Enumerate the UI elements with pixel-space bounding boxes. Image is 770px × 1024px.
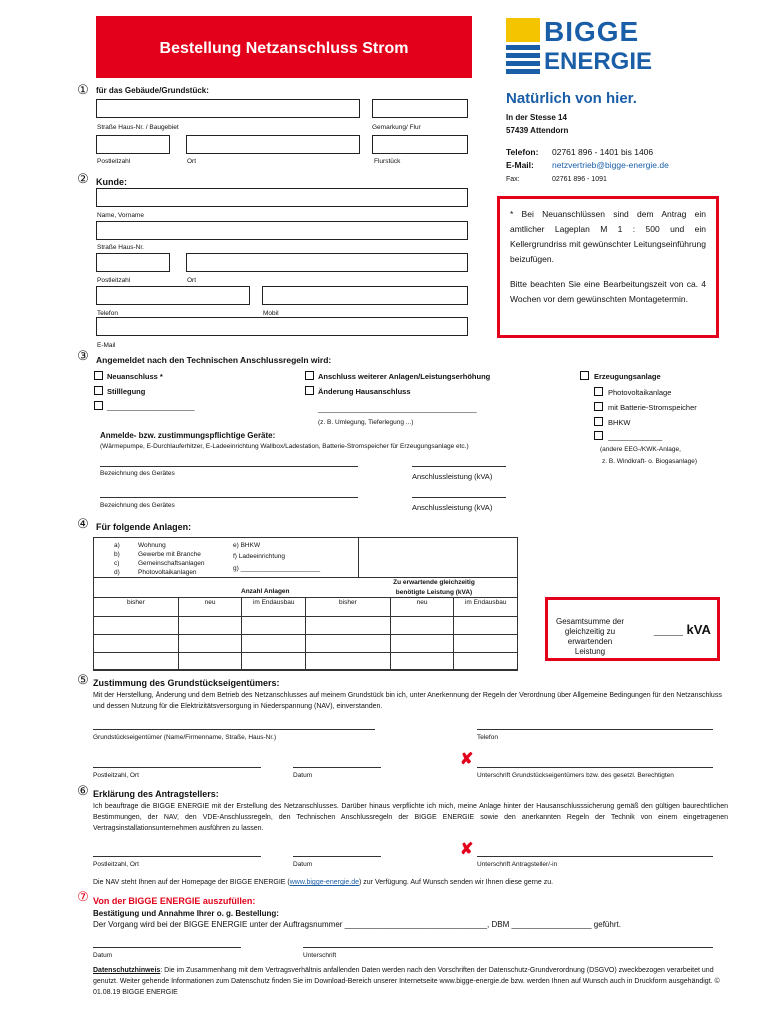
anmelde-note: (Wärmepumpe, E-Durchlauferhitzer, E-Ladeeinrichtung Wallbox/Ladestation, Batterie-Stromspeicher für Erzeugungsanlage etc.) xyxy=(100,443,469,450)
weitere-anlagen-label: Anschluss weiterer Anlagen/Leistungserhöhung xyxy=(318,372,491,381)
owner-date-line[interactable] xyxy=(293,767,381,768)
value-cell[interactable] xyxy=(178,635,242,653)
applicant-date-label: Datum xyxy=(293,861,313,868)
col-header: bisher xyxy=(305,598,390,617)
applicant-plz-label: Postleitzahl, Ort xyxy=(93,861,139,868)
customer-email-field[interactable] xyxy=(96,317,468,336)
notice-p1: * Bei Neuanschlüssen sind dem Antrag ein amtlicher Lageplan M 1 : 500 und ein Kellergrundriss mit gewünschter Leitungseinführung beizufügen. xyxy=(510,209,706,264)
section-7-number: ⑦ xyxy=(77,889,89,904)
anmelde-title: Anmelde- bzw. zustimmungspflichtige Geräte: xyxy=(100,431,276,440)
bhkw-label: BHKW xyxy=(608,418,631,427)
section-5-number: ⑤ xyxy=(77,672,89,687)
brand-line1: BIGGE xyxy=(544,16,640,47)
erzeugungsanlage-label: Erzeugungsanlage xyxy=(594,372,661,381)
value-cell[interactable] xyxy=(178,617,242,635)
value-cell[interactable] xyxy=(94,617,179,635)
value-cell[interactable] xyxy=(305,635,390,653)
value-cell[interactable] xyxy=(242,635,306,653)
aenderung-note: (z. B. Umlegung, Tieferlegung ...) xyxy=(318,419,414,426)
bigge-sign-line[interactable] xyxy=(303,947,713,948)
bhkw-checkbox[interactable] xyxy=(594,417,603,426)
anlagen-types-cell-2 xyxy=(359,538,517,578)
fax-value: 02761 896 - 1091 xyxy=(552,176,607,183)
bigge-date-line[interactable] xyxy=(93,947,241,948)
phone-label: Telefon: xyxy=(506,147,539,157)
nav-note-b: ) zur Verfügung. Auf Wunsch senden wir Ihnen diese gerne zu. xyxy=(359,879,554,886)
building-plz-field[interactable] xyxy=(96,135,170,154)
building-ort-field[interactable] xyxy=(186,135,360,154)
title-banner xyxy=(96,16,472,78)
type-g: g) ______________________ xyxy=(233,565,321,572)
flurstueck-field[interactable] xyxy=(372,135,468,154)
type-a: a) xyxy=(114,542,120,549)
nav-note-a: Die NAV steht Ihnen auf der Homepage der BIGGE ENERGIE ( xyxy=(93,879,290,886)
type-b-label: Gewerbe mit Branche xyxy=(138,551,201,558)
owner-date-label: Datum xyxy=(293,772,313,779)
customer-street-label: Straße Haus-Nr. xyxy=(97,244,144,251)
value-cell[interactable] xyxy=(454,617,518,635)
value-cell[interactable] xyxy=(390,653,454,671)
customer-telefon-field[interactable] xyxy=(96,286,250,305)
batterie-checkbox[interactable] xyxy=(594,402,603,411)
neuanschluss-checkbox[interactable] xyxy=(94,371,103,380)
customer-email-label: E-Mail xyxy=(97,342,116,349)
brand-line2: ENERGIE xyxy=(544,48,653,75)
owner-sign-label: Unterschrift Grundstückseigentümers bzw. des gesetzl. Berechtigten xyxy=(477,772,674,779)
gesamt-unit[interactable]: ____ kVA xyxy=(654,622,711,637)
nav-link[interactable]: www.bigge-energie.de xyxy=(289,879,360,886)
anzahl-header: Anzahl Anlagen xyxy=(241,588,290,595)
type-c: c) xyxy=(114,560,120,567)
customer-plz-label: Postleitzahl xyxy=(97,277,131,284)
pv-label: Photovoltaikanlage xyxy=(608,388,672,397)
section-5-title: Zustimmung des Grundstückseigentümers: xyxy=(93,678,280,688)
section-3-title: Angemeldet nach den Technischen Anschlussregeln wird: xyxy=(96,355,332,365)
section-1-number: ① xyxy=(77,82,89,97)
building-street-field[interactable] xyxy=(96,99,360,118)
customer-mobil-label: Mobil xyxy=(263,310,279,317)
bigge-date-label: Datum xyxy=(93,952,113,959)
owner-label: Grundstückseigentümer (Name/Firmenname, Straße, Haus-Nr.) xyxy=(93,734,277,741)
value-cell[interactable] xyxy=(178,653,242,671)
gemarkung-field[interactable] xyxy=(372,99,468,118)
phone-value: 02761 896 - 1401 bis 1406 xyxy=(552,147,654,157)
section-3-number: ③ xyxy=(77,348,89,363)
notice-p2: Bitte beachten Sie eine Bearbeitungszeit von ca. 4 Wochen vor dem gewünschten Montagetermin. xyxy=(510,279,706,304)
building-street-label: Straße Haus-Nr. / Baugebiet xyxy=(97,124,179,131)
geraet-2-line[interactable] xyxy=(100,497,358,498)
value-cell[interactable] xyxy=(94,653,179,671)
section-5-text: Mit der Herstellung, Änderung und dem Betrieb des Netzanschlusses auf meinem Grundstück bin ich, unter Anerkennung der Regeln der Verordnung über Allgemeine Bedingungen für den Netzanschluss und dessen Nutzung für die Elektrizitätsversorgung in Niederspannung (NAV), einverstanden. xyxy=(93,692,722,710)
value-cell[interactable] xyxy=(305,653,390,671)
neuanschluss-label: Neuanschluss * xyxy=(107,372,163,381)
section-2-title: Kunde: xyxy=(96,177,127,187)
gesamt-label: Gesamtsumme der gleichzeitig zu erwartenden Leistung xyxy=(555,617,625,656)
value-cell[interactable] xyxy=(305,617,390,635)
notice-box xyxy=(497,196,719,338)
type-a-label: Wohnung xyxy=(138,542,166,549)
stilllegung-checkbox[interactable] xyxy=(94,386,103,395)
customer-name-field[interactable] xyxy=(96,188,468,207)
pv-checkbox[interactable] xyxy=(594,387,603,396)
type-f: f) Ladeeinrichtung xyxy=(233,553,286,560)
erzeugungsanlage-checkbox[interactable] xyxy=(580,371,589,380)
building-plz-label: Postleitzahl xyxy=(97,158,131,165)
contact-city: 57439 Attendorn xyxy=(506,126,569,135)
leistung-2-line[interactable] xyxy=(412,497,506,498)
anlagen-values-grid xyxy=(93,597,518,671)
owner-tel-label: Telefon xyxy=(477,734,498,741)
email-label: E-Mail: xyxy=(506,160,534,170)
gemarkung-label: Gemarkung/ Flur xyxy=(372,124,421,131)
owner-plz-line[interactable] xyxy=(93,767,261,768)
applicant-sign-mark-icon: ✘ xyxy=(460,841,474,858)
applicant-plz-line[interactable] xyxy=(93,856,261,857)
datenschutz-note xyxy=(93,965,728,998)
col-header: bisher xyxy=(94,598,179,617)
page-title: Bestellung Netzanschluss Strom xyxy=(159,40,409,57)
customer-plz-field[interactable] xyxy=(96,253,170,272)
type-b: b) xyxy=(114,551,120,558)
owner-plz-label: Postleitzahl, Ort xyxy=(93,772,139,779)
section-6-title: Erklärung des Antragstellers: xyxy=(93,789,219,799)
leistung-1-line[interactable] xyxy=(412,466,506,467)
value-cell[interactable] xyxy=(454,635,518,653)
bigge-sign-label: Unterschrift xyxy=(303,952,337,959)
company-logo xyxy=(506,18,666,80)
leistung-1-label: Anschlussleistung (kVA) xyxy=(412,472,493,481)
stilllegung-label: Stilllegung xyxy=(107,387,146,396)
value-cell[interactable] xyxy=(94,635,179,653)
nav-note xyxy=(93,878,553,887)
value-cell[interactable] xyxy=(242,653,306,671)
erz-note-1: (andere EEG-/KWK-Anlage, xyxy=(600,446,681,453)
building-ort-label: Ort xyxy=(187,158,197,165)
customer-ort-label: Ort xyxy=(187,277,197,284)
type-d: d) xyxy=(114,569,120,576)
customer-telefon-label: Telefon xyxy=(97,310,118,317)
applicant-sign-label: Unterschrift Antragsteller/-in xyxy=(477,861,558,868)
value-cell[interactable] xyxy=(242,617,306,635)
owner-sign-line[interactable] xyxy=(477,767,713,768)
geraet-2-label: Bezeichnung des Gerätes xyxy=(100,502,175,509)
aenderung-line[interactable]: ______________________________________ xyxy=(318,404,477,413)
weitere-anlagen-checkbox[interactable] xyxy=(305,371,314,380)
customer-name-label: Name, Vorname xyxy=(97,212,144,219)
value-cell[interactable] xyxy=(390,617,454,635)
type-c-label: Gemeinschaftsanlagen xyxy=(138,560,205,567)
datenschutz-label: Datenschutzhinweis xyxy=(93,967,161,974)
contact-street: In der Stesse 14 xyxy=(506,113,567,122)
erz-other-checkbox[interactable] xyxy=(594,431,603,440)
section-7-title: Von der BIGGE ENERGIE auszufüllen: xyxy=(93,896,256,906)
gesamt-box xyxy=(545,597,720,661)
owner-line[interactable] xyxy=(93,729,375,730)
geraet-1-label: Bezeichnung des Gerätes xyxy=(100,470,175,477)
applicant-date-line[interactable] xyxy=(293,856,381,857)
erz-other-blank[interactable]: _____________ xyxy=(608,432,663,441)
datenschutz-text: : Die im Zusammenhang mit dem Vertragsverhältnis anfallenden Daten werden nach den Vorschriften der Datenschutz-Grundverordnung (DSGVO) zweckbezogen verarbeitet und genutzt. Weiter gehende Informationen zum Datenschutz finden Sie im Download-Bereich unserer Internetseite www.bigge-energie.de bzw. werden Ihnen auf Wunsch auch in Druckform ausgehändigt. © 01.08.19 BIGGE ENERGIE xyxy=(93,967,720,996)
col-header: neu xyxy=(390,598,454,617)
type-e: e) BHKW xyxy=(233,542,261,549)
col-header: neu xyxy=(178,598,242,617)
logo-mark-icon xyxy=(506,18,540,78)
email-link[interactable]: netzvertrieb@bigge-energie.de xyxy=(552,160,669,170)
section-7-line: Der Vorgang wird bei der BIGGE ENERGIE unter der Auftragsnummer ________________________________, DBM __________________ geführt. xyxy=(93,920,621,929)
other-checkbox[interactable] xyxy=(94,401,103,410)
geraet-1-line[interactable] xyxy=(100,466,358,467)
applicant-sign-line[interactable] xyxy=(477,856,713,857)
other-blank[interactable]: _____________________ xyxy=(107,402,195,411)
section-7-sub: Bestätigung und Annahme Ihrer o. g. Bestellung: xyxy=(93,909,279,918)
leistung-header: Zu erwartende gleichzeitig benötigte Leistung (kVA) xyxy=(393,579,475,596)
section-6-number: ⑥ xyxy=(77,783,89,798)
value-cell[interactable] xyxy=(454,653,518,671)
customer-street-field[interactable] xyxy=(96,221,468,240)
col-header: im Endausbau xyxy=(454,598,518,617)
owner-sign-mark-icon: ✘ xyxy=(460,751,474,768)
batterie-label: mit Batterie-Stromspeicher xyxy=(608,403,697,412)
col-header: im Endausbau xyxy=(242,598,306,617)
section-4-number: ④ xyxy=(77,516,89,531)
leistung-2-label: Anschlussleistung (kVA) xyxy=(412,503,493,512)
value-cell[interactable] xyxy=(390,635,454,653)
section-1-title: für das Gebäude/Grundstück: xyxy=(96,86,209,95)
aenderung-checkbox[interactable] xyxy=(305,386,314,395)
customer-mobil-field[interactable] xyxy=(262,286,468,305)
section-4-title: Für folgende Anlagen: xyxy=(96,522,192,532)
flurstueck-label: Flurstück xyxy=(374,158,401,165)
section-2-number: ② xyxy=(77,171,89,186)
erz-note-2: z. B. Windkraft- o. Biogasanlage) xyxy=(602,458,698,465)
type-d-label: Photovoltaikanlagen xyxy=(138,569,197,576)
section-6-text: Ich beauftrage die BIGGE ENERGIE mit der Erstellung des Netzanschlusses. Darüber hinaus verpflichte ich mich, meine Anlage hinter der Hausanschlusssicherung gemäß den gültigen baurechtlichen Bestimmungen, der NAV, den VDE-Anschlussregeln, den Technischen Anschlussregeln der BIGGE ENERGIE sowie den anerkannten Regeln der Technik von einem eingetragenen Vertragsinstallationsunternehmen ausführen zu lassen. xyxy=(93,803,728,832)
fax-label: Fax: xyxy=(506,176,520,183)
aenderung-label: Änderung Hausanschluss xyxy=(318,387,411,396)
slogan: Natürlich von hier. xyxy=(506,90,637,107)
customer-ort-field[interactable] xyxy=(186,253,468,272)
owner-tel-line[interactable] xyxy=(477,729,713,730)
